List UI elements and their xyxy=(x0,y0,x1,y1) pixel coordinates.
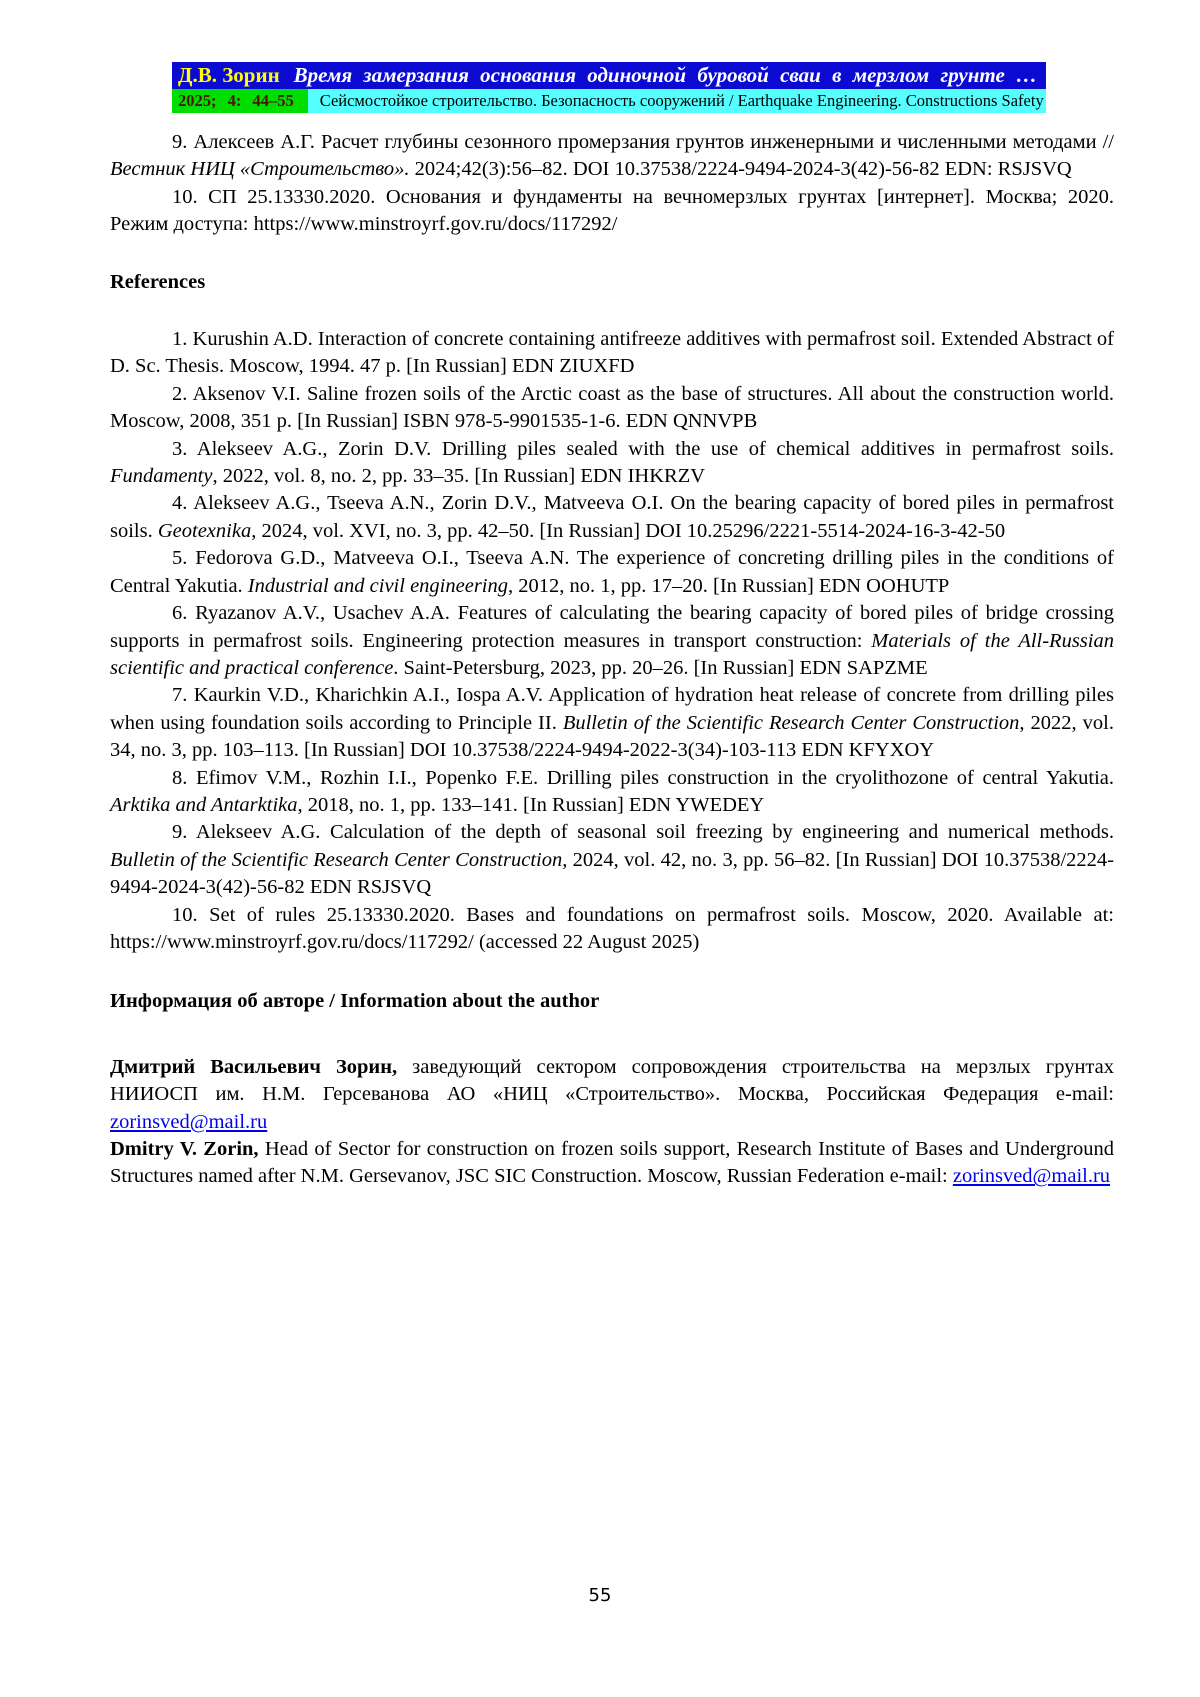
email-link[interactable]: zorinsved@mail.ru xyxy=(952,1165,1111,1188)
page-number: 55 xyxy=(588,1585,612,1606)
en-reference-6: 6. Ryazanov A.V., Usachev A.A. Features of calculating the bearing capacity of bored piles of bridge crossing supports in permafrost soils. Engineering protection measures in transport construction: Materials of the All-Russian scientific and practical conference. Saint-Petersburg, 2023, pp. 20–26. [In Russian] EDN SAPZME xyxy=(110,602,1114,679)
references-heading: References xyxy=(110,270,206,293)
ru-reference-9: 9. Алексеев А.Г. Расчет глубины сезонного промерзания грунтов инженерными и численными методами // Вестник НИЦ «Строительство». 2024;42(3):56–82. DOI 10.37538/2224-9494-2024-3(42)-56-82 EDN: RSJSVQ xyxy=(110,131,1114,181)
header-journal-band xyxy=(172,89,1046,113)
header-title-band xyxy=(172,62,1046,89)
header-article-title: Время замерзания основания одиночной буровой сваи в мерзлом грунте … xyxy=(293,63,1038,87)
header-author-name: Д.В. Зорин xyxy=(178,63,280,87)
en-reference-8: 8. Efimov V.M., Rozhin I.I., Popenko F.E. Drilling piles construction in the cryolithozone of central Yakutia. Arktika and Antarktika, 2018, no. 1, pp. 133–141. [In Russian] EDN YWEDEY xyxy=(110,766,1114,816)
russian-references-list xyxy=(110,129,1114,239)
running-header xyxy=(172,62,1046,113)
email-link[interactable]: zorinsved@mail.ru xyxy=(110,1110,268,1133)
en-reference-7: 7. Kaurkin V.D., Kharichkin A.I., Iospa A.V. Application of hydration heat release of concrete from drilling piles when using foundation soils according to Principle II. Bulletin of the Scientific Research Center Construction, 2022, vol. 34, no. 3, pp. 103–113. [In Russian] DOI 10.37538/2224-9494-2022-3(34)-103-113 EDN KFYXOY xyxy=(110,684,1115,762)
english-references-list xyxy=(110,326,1114,956)
author-section-heading: Информация об авторе / Information about the author xyxy=(110,990,600,1013)
en-reference-1: 1. Kurushin A.D. Interaction of concrete containing antifreeze additives with permafrost soil. Extended Abstract of D. Sc. Thesis. Moscow, 1994. 47 p. [In Russian] EDN ZIUXFD xyxy=(110,328,1114,378)
en-reference-4: 4. Alekseev A.G., Tseeva A.N., Zorin D.V., Matveeva O.I. On the bearing capacity of bored piles in permafrost soils. Geotexnika, 2024, vol. XVI, no. 3, pp. 42–50. [In Russian] DOI 10.25296/2221-5514-2024-16-3-42-50 xyxy=(110,492,1114,542)
en-reference-5: 5. Fedorova G.D., Matveeva O.I., Tseeva A.N. The experience of concreting drilling piles in the conditions of Central Yakutia. Industrial and civil engineering, 2012, no. 1, pp. 17–20. [In Russian] EDN OOHUTP xyxy=(110,547,1114,597)
en-reference-10: 10. Set of rules 25.13330.2020. Bases and foundations on permafrost soils. Moscow, 2020. Available at: https://www.minstroyrf.gov.ru/docs/117292/ (accessed 22 August 2025) xyxy=(110,903,1114,953)
en-reference-9: 9. Alekseev A.G. Calculation of the depth of seasonal soil freezing by engineering and numerical methods. Bulletin of the Scientific Research Center Construction, 2024, vol. 42, no. 3, pp. 56–82. [In Russian] DOI 10.37538/2224-9494-2024-3(42)-56-82 EDN RSJSVQ xyxy=(110,821,1114,899)
en-reference-2: 2. Aksenov V.I. Saline frozen soils of the Arctic coast as the base of structures. All about the construction world. Moscow, 2008, 351 p. [In Russian] ISBN 978-5-9901535-1-6. EDN QNNVPB xyxy=(110,382,1114,433)
ru-reference-10: 10. СП 25.13330.2020. Основания и фундаменты на вечномерзлых грунтах [интернет]. Москва; 2020. Режим доступа: https://www.minstroyrf.gov.ru/docs/117292/ xyxy=(110,185,1114,236)
en-reference-3: 3. Alekseev A.G., Zorin D.V. Drilling piles sealed with the use of chemical additives in permafrost soils. Fundamenty, 2022, vol. 8, no. 2, pp. 33–35. [In Russian] EDN IHKRZV xyxy=(110,437,1114,488)
author-info-en: Dmitry V. Zorin, Head of Sector for construction on frozen soils support, Research Institute of Bases and Underground Structures named after N.M. Gersevanov, JSC SIC Construction. Moscow, Russian Federation e-mail: zorinsved@mail.ru xyxy=(110,1138,1114,1188)
header-journal-name: Сейсмостойкое строительство. Безопасность сооружений / Earthquake Engineering. Constructions Safety xyxy=(308,89,1046,113)
author-info-ru: Дмитрий Васильевич Зорин, заведующий сектором сопровождения строительства на мерзлых грунтах НИИОСП им. Н.М. Герсеванова АО «НИЦ «Строительство». Москва, Российская Федерация e-mail: zorinsved@mail.ru xyxy=(110,1055,1114,1133)
author-info-block xyxy=(110,1054,1114,1191)
header-issue-info: 2025; 4: 44–55 xyxy=(172,89,308,113)
page-footer xyxy=(0,1585,1200,1606)
page-content xyxy=(110,62,1114,1191)
